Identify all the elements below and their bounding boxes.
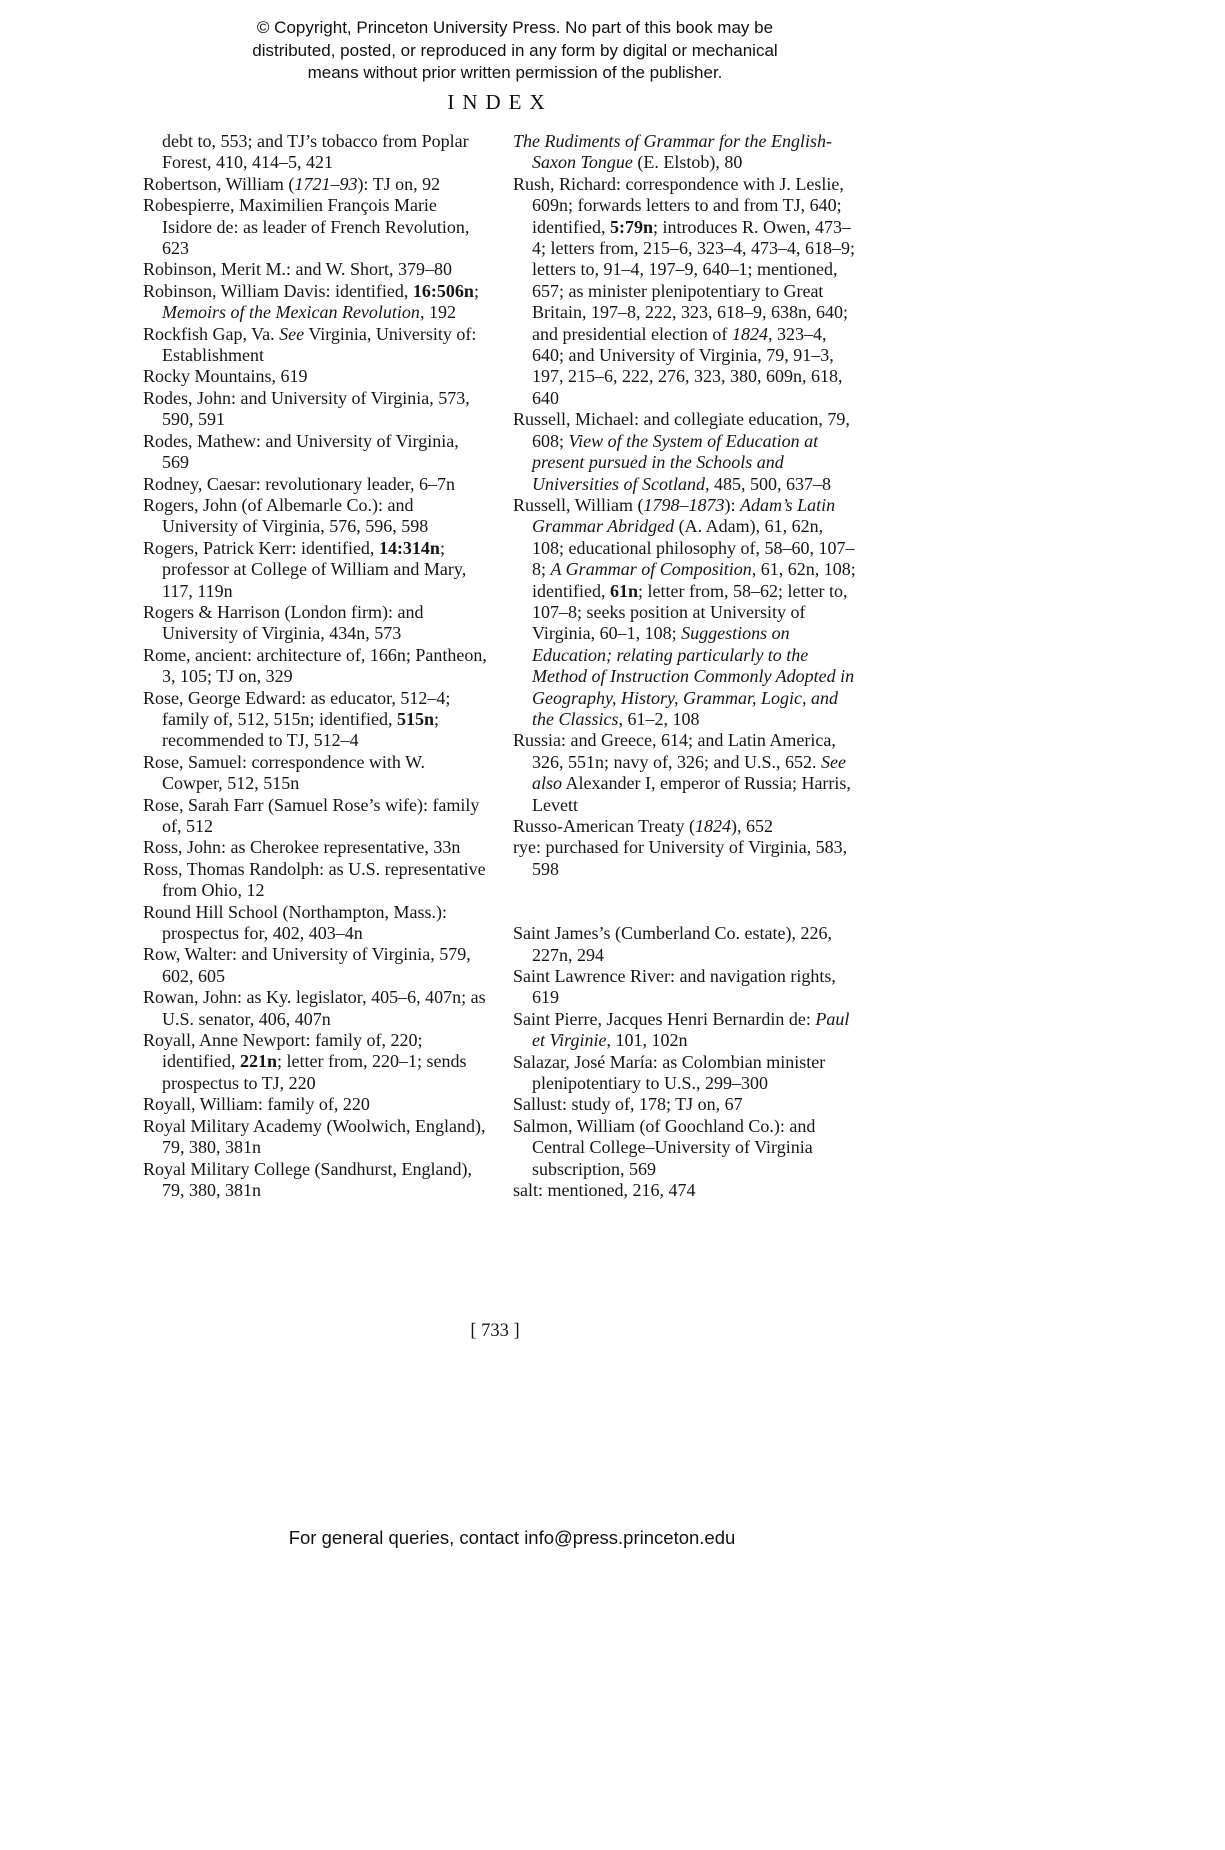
entry-text-run: ; professor at College of William and Mary, 117, 119n [162,537,467,601]
index-entry [143,1094,487,1115]
entry-text-run: Robinson, William Davis: identified, [143,280,413,301]
index-entry [143,602,487,645]
index-entry [143,944,487,987]
entry-text-run: debt to, 553; and TJ’s tobacco from Poplar Forest, 410, 414–5, 421 [162,131,469,173]
entry-text-run: rye: purchased for University of Virginia, 583, 598 [513,837,848,879]
entry-text-run: 221n [239,1051,277,1072]
index-entry [143,645,487,688]
entry-text-run: Russell, Michael: and collegiate education, 79, 608; [513,409,850,451]
entry-text-run: , 323–4, 640; and University of Virginia, 79, 91–3, 197, 215–6, 222, 276, 323, 380, 609n, 618, 640 [532,323,843,408]
entry-text-run: Memoirs of the Mexican Revolution [162,302,420,323]
entry-text-run: Rodney, Caesar: revolutionary leader, 6–7n [143,473,456,494]
entry-text-run: , 192 [419,302,456,323]
entry-text-run: Russell, William ( [513,494,644,515]
entry-text-run: Rose, Sarah Farr (Samuel Rose’s wife): family of, 512 [143,794,480,836]
entry-text-run: Saint James’s (Cumberland Co. estate), 226, 227n, 294 [513,923,832,965]
index-entry [143,987,487,1030]
index-entry [143,474,487,495]
entry-text-run: ), 652 [730,816,773,836]
entry-text-run: Paul et Virginie [532,1008,850,1051]
index-entry [513,409,857,495]
index-entry [513,730,857,816]
entry-text-run: Sallust: study of, 178; TJ on, 67 [513,1094,743,1115]
entry-text-run: , 61–2, 108 [618,708,700,729]
entry-text-run: (E. Elstob), 80 [632,152,743,173]
entry-text-run: Ross, John: as Cherokee representative, 33n [143,837,461,858]
entry-text-run: Rogers & Harrison (London firm): and University of Virginia, 434n, 573 [143,601,424,644]
copyright-line: distributed, posted, or reproduced in any form by digital or mechanical [252,40,778,60]
index-entry [143,837,487,858]
entry-text-run: Rocky Mountains, 619 [143,366,308,387]
entry-text-run: The Rudiments of Grammar for the English-Saxon Tongue [513,131,832,173]
entry-text-run: Rush, Richard: correspondence with J. Leslie, 609n; forwards letters to and from TJ, 640; identified, [513,173,844,237]
entry-text-run: (A. Adam), 61, 62n, 108; educational philosophy of, 58–60, 107–8; [532,516,855,580]
entry-text-run: View of the System of Education at present pursued in the Schools and Universities of Scotland [532,430,819,494]
entry-text-run: Rodes, John: and University of Virginia, 573, 590, 591 [143,387,470,430]
page-title: INDEX [447,90,553,114]
page-number: [ 733 ] [470,1321,520,1341]
entry-text-run: Rowan, John: as Ky. legislator, 405–6, 407n; as U.S. senator, 406, 407n [143,987,486,1029]
index-columns [143,131,857,1202]
index-entry [143,259,487,280]
entry-text-run: Rockfish Gap, Va. [143,323,280,344]
entry-text-run: , 485, 500, 637–8 [704,473,831,494]
entry-text-run: 515n [396,708,434,729]
entry-text-run: Robespierre, Maximilien François Marie Isidore de: as leader of French Revolution, 623 [143,195,470,259]
index-entry [513,837,857,880]
entry-text-run: ; recommended to TJ, 512–4 [162,708,439,751]
entry-text-run: ; introduces R. Owen, 473–4; letters from, 215–6, 323–4, 473–4, 618–9; letters to, 91–4, 197–9, 640–1; mentioned, 657; as minister plenipotentiary to Great Britain, 197–8, 222, 323, 618–9, 638n, 640; and presidential election of [532,216,855,344]
index-entry [513,495,857,730]
entry-text-run: Alexander I, emperor of Russia; Harris, Levett [532,773,851,815]
copyright-line: means without prior written permission of the publisher. [307,63,723,82]
entry-text-run: Salmon, William (of Goochland Co.): and Central College–University of Virginia subscription, 569 [513,1115,816,1179]
entry-text-run: 1721–93 [294,173,358,194]
entry-text-run: Rodes, Mathew: and University of Virginia, 569 [143,430,459,473]
entry-text-run: ; letter from, 220–1; sends prospectus to TJ, 220 [162,1051,467,1093]
index-entry [143,688,487,752]
entry-text-run: Royal Military College (Sandhurst, England), 79, 380, 381n [143,1158,472,1200]
entry-text-run: Row, Walter: and University of Virginia, 579, 602, 605 [143,944,471,986]
entry-text-run: ; letter from, 58–62; letter to, 107–8; seeks position at University of Virginia, 60–1, 108; [532,580,848,644]
entry-text-run: ): TJ on, 92 [357,173,441,194]
entry-text-run: Robinson, Merit M.: and W. Short, 379–80 [143,259,453,280]
index-entry [143,538,487,602]
entry-text-run: Rogers, John (of Albemarle Co.): and University of Virginia, 576, 596, 598 [143,494,429,537]
index-entry [143,324,487,367]
index-entry [143,752,487,795]
entry-text-run: , 61, 62n, 108; identified, [532,559,856,601]
entry-text-run: Suggestions on Education; relating particularly to the Method of Instruction Commonly Adopted in Geography, History, Grammar, Logic, and the Classics [532,623,855,729]
entry-text-run: ): [724,494,740,515]
index-entry [143,431,487,474]
index-entry [143,1116,487,1159]
index-entry [513,1094,857,1115]
entry-text-run: Round Hill School (Northampton, Mass.): prospectus for, 402, 403–4n [143,901,447,944]
entry-text-run: See also [532,751,846,794]
index-entry [143,174,487,195]
entry-text-run: Robertson, William ( [143,173,295,194]
index-entry [513,966,857,1009]
index-entry [143,859,487,902]
index-entry [513,1180,857,1201]
entry-text-run: 1798–1873 [643,494,725,515]
entry-text-run: Saint Lawrence River: and navigation rights, 619 [513,966,836,1008]
index-column-left [143,131,487,1202]
index-entry [143,795,487,838]
index-entry [513,1052,857,1095]
entry-text-run: 1824 [694,816,731,836]
entry-text-run: salt: mentioned, 216, 474 [513,1180,696,1201]
copyright-line: © Copyright, Princeton University Press. No part of this book may be [256,18,774,37]
index-entry [513,174,857,409]
index-entry [143,388,487,431]
entry-text-run: Royall, William: family of, 220 [143,1094,370,1115]
entry-text-run: 1824 [731,323,768,344]
entry-text-run: Rose, George Edward: as educator, 512–4; family of, 512, 515n; identified, [143,687,451,729]
entry-text-run: 61n [609,580,638,601]
index-entry [143,1159,487,1202]
entry-text-run: A Grammar of Composition [550,559,752,580]
index-column-right [513,131,857,1202]
copyright-notice [0,17,1030,85]
index-entry [143,281,487,324]
entry-text-run: Royal Military Academy (Woolwich, England), 79, 380, 381n [143,1115,486,1158]
index-entry [513,1116,857,1180]
entry-text-run: , 101, 102n [606,1030,688,1051]
entry-text-run: Russia: and Greece, 614; and Latin America, 326, 551n; navy of, 326; and U.S., 652. [513,730,836,772]
entry-text-run: Virginia, University of: Establishment [162,323,477,366]
entry-text-run: Saint Pierre, Jacques Henri Bernardin de: [513,1008,816,1029]
entry-text-run: Adam’s Latin Grammar Abridged [532,494,836,537]
index-entry [513,816,857,837]
index-entry [143,902,487,945]
index-entry [143,195,487,259]
entry-text-run: 16:506n [412,280,474,301]
footer-contact: For general queries, contact info@press.princeton.edu [288,1527,736,1548]
index-entry [143,1030,487,1094]
index-entry [513,923,857,966]
entry-text-run: See [279,323,305,344]
index-entry [143,131,487,174]
entry-text-run: 5:79n [609,216,653,237]
entry-text-run: ; [473,280,479,301]
entry-text-run: 14:314n [378,537,440,558]
entry-text-run: Russo-American Treaty ( [513,816,695,836]
index-entry [513,131,857,174]
index-entry [513,1009,857,1052]
entry-text-run: Rogers, Patrick Kerr: identified, [143,537,379,558]
entry-text-run: Ross, Thomas Randolph: as U.S. representative from Ohio, 12 [143,858,486,901]
index-entry [143,495,487,538]
entry-text-run: Rome, ancient: architecture of, 166n; Pantheon, 3, 105; TJ on, 329 [143,644,487,687]
entry-text-run: Royall, Anne Newport: family of, 220; identified, [143,1030,423,1072]
entry-text-run: Salazar, José María: as Colombian minister plenipotentiary to U.S., 299–300 [513,1051,826,1094]
entry-text-run: Rose, Samuel: correspondence with W. Cowper, 512, 515n [143,751,425,794]
index-entry [143,366,487,387]
